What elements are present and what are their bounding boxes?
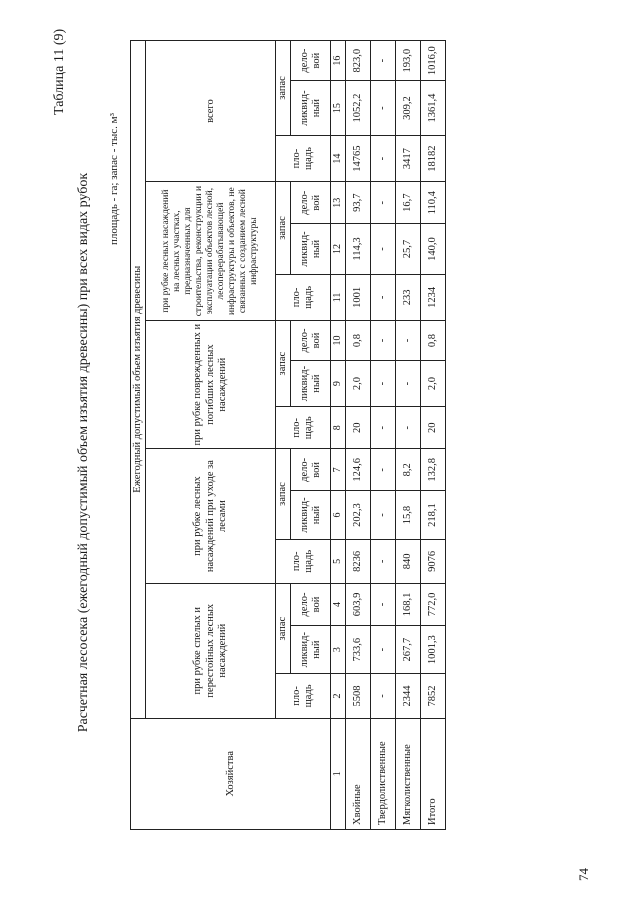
header-zapas: запас bbox=[276, 182, 291, 275]
header-liquid: ликвид-ный bbox=[291, 81, 331, 136]
table-cell: 124,6 bbox=[346, 449, 371, 491]
table-cell: - bbox=[371, 583, 396, 625]
table-cell: 110,4 bbox=[421, 182, 446, 224]
table-cell: - bbox=[371, 321, 396, 361]
table-cell: 14765 bbox=[346, 135, 371, 181]
header-business: дело-вой bbox=[291, 449, 331, 491]
table-row bbox=[371, 41, 396, 830]
table-cell: - bbox=[371, 182, 396, 224]
table-cell: 603,9 bbox=[346, 583, 371, 625]
table-cell: 218,1 bbox=[421, 491, 446, 539]
column-number: 5 bbox=[331, 539, 346, 583]
column-number: 4 bbox=[331, 583, 346, 625]
header-zapas: запас bbox=[276, 583, 291, 673]
header-area: пло-щадь bbox=[276, 135, 331, 181]
table-cell: 823,0 bbox=[346, 41, 371, 81]
table-cell: 16,7 bbox=[396, 182, 421, 224]
table-cell: 733,6 bbox=[346, 625, 371, 673]
table-row bbox=[396, 41, 421, 830]
header-liquid: ликвид-ный bbox=[291, 224, 331, 274]
column-number-row bbox=[331, 41, 346, 830]
table-cell: 132,8 bbox=[421, 449, 446, 491]
table-cell: 7852 bbox=[421, 674, 446, 718]
column-number: 14 bbox=[331, 135, 346, 181]
header-liquid: ликвид-ный bbox=[291, 491, 331, 539]
header-group-total: всего bbox=[146, 41, 276, 182]
table-row bbox=[346, 41, 371, 830]
table-cell: 18182 bbox=[421, 135, 446, 181]
table-cell: 309,2 bbox=[396, 81, 421, 136]
page-number: 74 bbox=[576, 868, 591, 881]
table-cell: 0,8 bbox=[421, 321, 446, 361]
header-group-damaged: при рубке поврежденных и погибших лесных насаждений bbox=[146, 321, 276, 449]
column-number: 1 bbox=[331, 718, 346, 829]
table-cell: 15,8 bbox=[396, 491, 421, 539]
column-number: 16 bbox=[331, 41, 346, 81]
table-row bbox=[421, 41, 446, 830]
header-liquid: ликвид-ный bbox=[291, 360, 331, 406]
table-cell: - bbox=[396, 407, 421, 449]
header-area: пло-щадь bbox=[276, 539, 331, 583]
table-cell: 267,7 bbox=[396, 625, 421, 673]
table-cell: - bbox=[371, 449, 396, 491]
column-number: 15 bbox=[331, 81, 346, 136]
table-cell: 168,1 bbox=[396, 583, 421, 625]
column-number: 6 bbox=[331, 491, 346, 539]
table-cell: 233 bbox=[396, 274, 421, 320]
felling-table bbox=[130, 40, 446, 830]
table-cell: 1234 bbox=[421, 274, 446, 320]
table-cell: 20 bbox=[346, 407, 371, 449]
units-note: площадь - га; запас - тыс. м³ bbox=[108, 113, 120, 245]
header-business: дело-вой bbox=[291, 583, 331, 625]
table-cell: - bbox=[371, 274, 396, 320]
table-cell: - bbox=[371, 224, 396, 274]
table-cell: - bbox=[371, 625, 396, 673]
table-cell: - bbox=[371, 407, 396, 449]
table-cell: 8,2 bbox=[396, 449, 421, 491]
page-title: Расчетная лесосека (ежегодный допустимый объем изъятия древесины) при всех видах рубок bbox=[76, 172, 91, 733]
column-number: 11 bbox=[331, 274, 346, 320]
table-cell: 840 bbox=[396, 539, 421, 583]
header-zapas: запас bbox=[276, 449, 291, 539]
table-cell: - bbox=[396, 360, 421, 406]
table-cell: 5508 bbox=[346, 674, 371, 718]
header-group-mature: при рубке спелых и перестойных лесных насаждений bbox=[146, 583, 276, 718]
table-cell: 193,0 bbox=[396, 41, 421, 81]
column-number: 10 bbox=[331, 321, 346, 361]
table-number: Таблица 11 (9) bbox=[52, 28, 67, 115]
table-cell: 1052,2 bbox=[346, 81, 371, 136]
table-cell: - bbox=[371, 360, 396, 406]
header-zapas: запас bbox=[276, 41, 291, 136]
header-area: пло-щадь bbox=[276, 407, 331, 449]
header-annual-volume: Ежегодный допустимый объем изъятия древесины bbox=[131, 41, 146, 719]
table-cell: 1001 bbox=[346, 274, 371, 320]
table-cell: - bbox=[371, 674, 396, 718]
table-cell: - bbox=[371, 491, 396, 539]
header-business: дело-вой bbox=[291, 41, 331, 81]
table-cell: 20 bbox=[421, 407, 446, 449]
table-cell: - bbox=[371, 539, 396, 583]
header-group-construction: при рубке лесных насаждений на лесных участках, предназначенных для строительства, реконструкции и эксплуатации объектов лесной, лесоперерабатывающей инфраструктуры и объектов, не связанных с созданием лесной инфраструктуры bbox=[146, 182, 276, 321]
table-cell: 1016,0 bbox=[421, 41, 446, 81]
table-cell: - bbox=[371, 41, 396, 81]
table-cell: 93,7 bbox=[346, 182, 371, 224]
table-cell: 202,3 bbox=[346, 491, 371, 539]
table-cell: 0,8 bbox=[346, 321, 371, 361]
table-cell: 114,3 bbox=[346, 224, 371, 274]
column-number: 9 bbox=[331, 360, 346, 406]
header-liquid: ликвид-ный bbox=[291, 625, 331, 673]
header-zapas: запас bbox=[276, 321, 291, 407]
table-cell: 2344 bbox=[396, 674, 421, 718]
column-number: 3 bbox=[331, 625, 346, 673]
column-number: 2 bbox=[331, 674, 346, 718]
row-label: Твердолиственные bbox=[371, 718, 396, 829]
header-business: дело-вой bbox=[291, 182, 331, 224]
table-cell: 1001,3 bbox=[421, 625, 446, 673]
table-cell: 8236 bbox=[346, 539, 371, 583]
table-cell: 140,0 bbox=[421, 224, 446, 274]
table-cell: - bbox=[371, 81, 396, 136]
table-cell: 772,0 bbox=[421, 583, 446, 625]
header-area: пло-щадь bbox=[276, 674, 331, 718]
table-cell: 3417 bbox=[396, 135, 421, 181]
table-cell: 2,0 bbox=[346, 360, 371, 406]
header-area: пло-щадь bbox=[276, 274, 331, 320]
table-cell: 1361,4 bbox=[421, 81, 446, 136]
column-number: 12 bbox=[331, 224, 346, 274]
table-cell: 25,7 bbox=[396, 224, 421, 274]
row-label: Хвойные bbox=[346, 718, 371, 829]
table-cell: 9076 bbox=[421, 539, 446, 583]
column-number: 7 bbox=[331, 449, 346, 491]
row-label: Итого bbox=[421, 718, 446, 829]
column-number: 8 bbox=[331, 407, 346, 449]
header-group-care: при рубке лесных насаждений при уходе за лесами bbox=[146, 449, 276, 584]
table-cell: - bbox=[371, 135, 396, 181]
row-label: Мягколиственные bbox=[396, 718, 421, 829]
table-cell: 2,0 bbox=[421, 360, 446, 406]
header-business: дело-вой bbox=[291, 321, 331, 361]
header-farms: Хозяйства bbox=[131, 718, 331, 829]
column-number: 13 bbox=[331, 182, 346, 224]
table-cell: - bbox=[396, 321, 421, 361]
